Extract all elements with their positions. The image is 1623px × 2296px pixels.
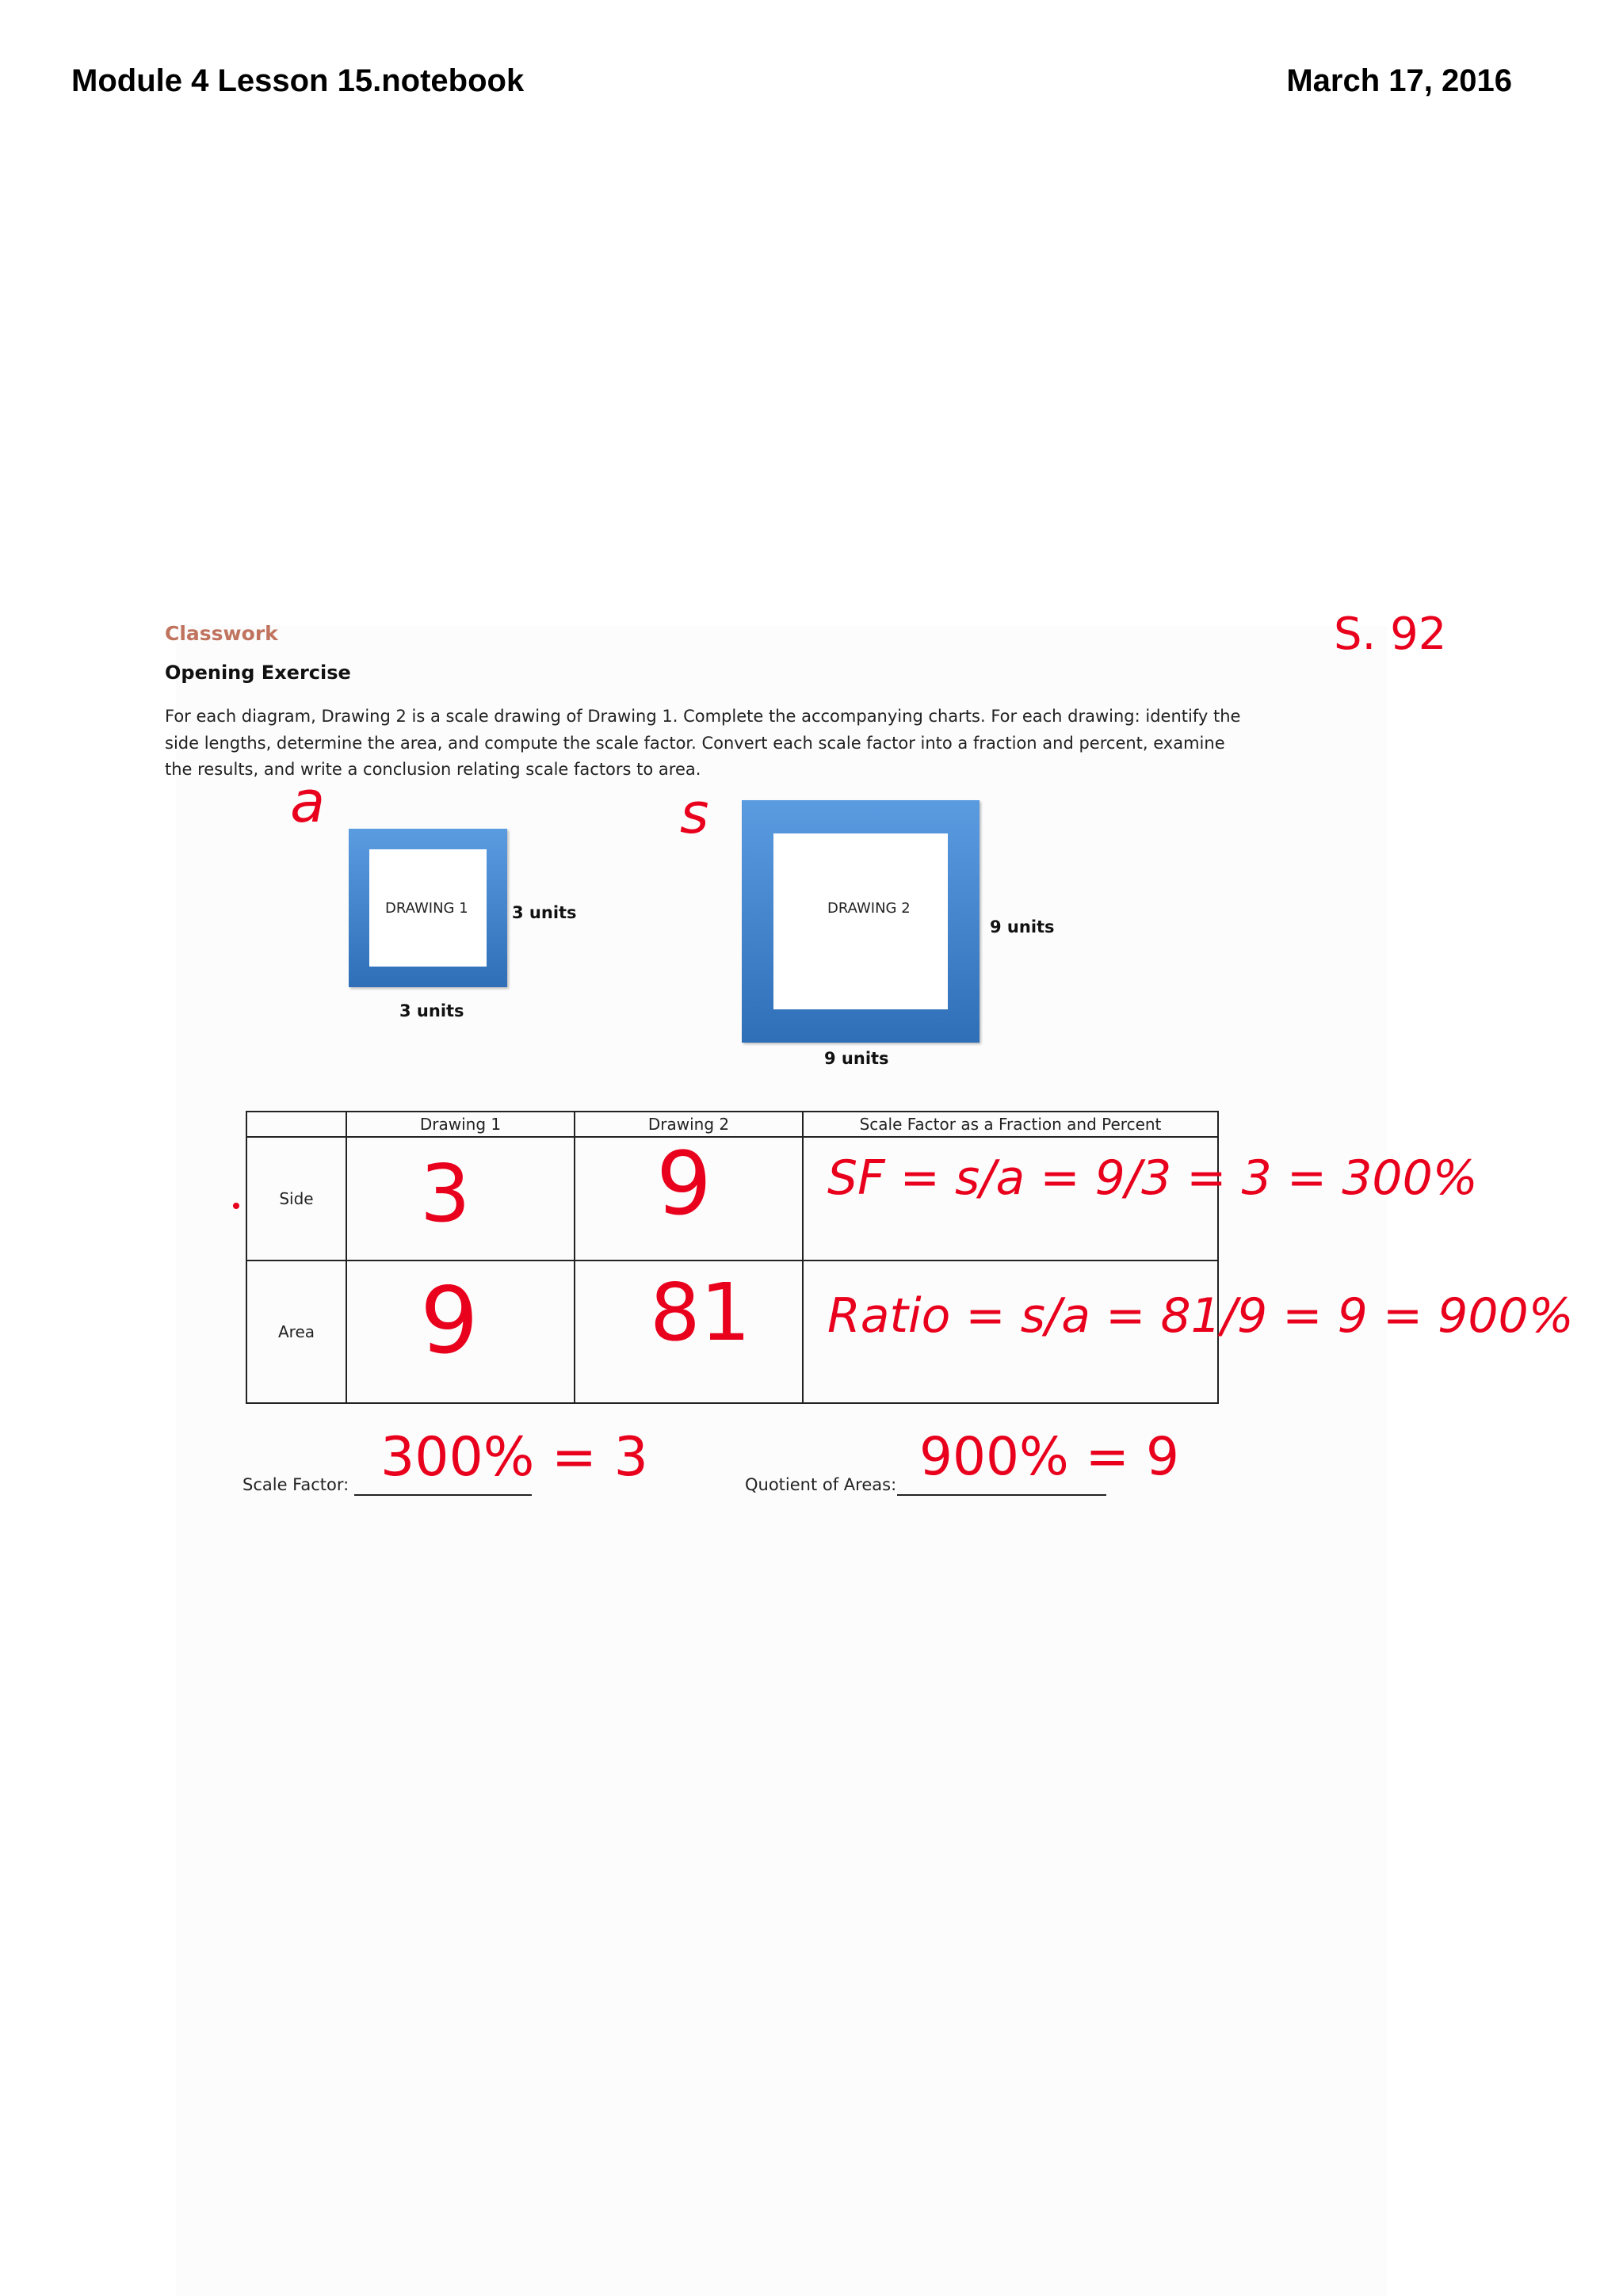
quotient-label: Quotient of Areas: [745,1475,897,1494]
handwritten-side-drawing-1: 3 [420,1147,471,1240]
table-header-scale-factor: Scale Factor as a Fraction and Percent [803,1112,1218,1137]
drawing-2-bottom-dimension: 9 units [824,1049,889,1068]
letter-a-annotation: a [290,769,326,835]
drawing-1-side-dimension: 3 units [512,903,577,922]
letter-s-annotation: s [680,781,709,846]
table-header-empty [246,1112,346,1137]
handwritten-area-drawing-2: 81 [650,1266,751,1359]
drawing-2-square [742,800,980,1043]
handwritten-side-scale-factor: SF = s/a = 9/3 = 3 = 300% [827,1150,1478,1206]
drawing-2-side-dimension: 9 units [990,917,1055,936]
drawing-1-bottom-dimension: 3 units [399,1001,464,1020]
drawing-2-label: DRAWING 2 [827,900,911,917]
row-label-area: Area [246,1261,346,1403]
scale-factor-answer-line[interactable] [354,1494,532,1496]
handwritten-area-drawing-1: 9 [420,1268,479,1375]
instructions-text: For each diagram, Drawing 2 is a scale drawing of Drawing 1. Complete the accompanying charts. For each drawing: identify the side lengths, determine the area, and compute the scale factor. Convert each scale factor into a fraction and percent, examine the results, and write a conclusion relating scale factors to area. [165,707,1241,779]
table-header-drawing-2: Drawing 2 [575,1112,803,1137]
notebook-date: March 17, 2016 [1286,63,1512,98]
page-reference-annotation: S. 92 [1334,608,1447,660]
scale-factor-label: Scale Factor: [242,1475,349,1494]
table-header-drawing-1: Drawing 1 [346,1112,575,1137]
exercise-title: Opening Exercise [165,662,351,684]
quotient-answer-line[interactable] [897,1494,1106,1496]
section-label: Classwork [165,622,278,645]
drawing-1-label: DRAWING 1 [385,900,468,917]
handwritten-side-drawing-2: 9 [656,1133,712,1234]
handwritten-quotient-answer: 900% = 9 [919,1426,1179,1487]
handwritten-area-scale-factor: Ratio = s/a = 81/9 = 9 = 900% [827,1288,1574,1344]
handwritten-scale-factor-answer: 300% = 3 [380,1426,648,1489]
notebook-title: Module 4 Lesson 15.notebook [71,63,525,98]
row-label-side: Side [246,1137,346,1261]
